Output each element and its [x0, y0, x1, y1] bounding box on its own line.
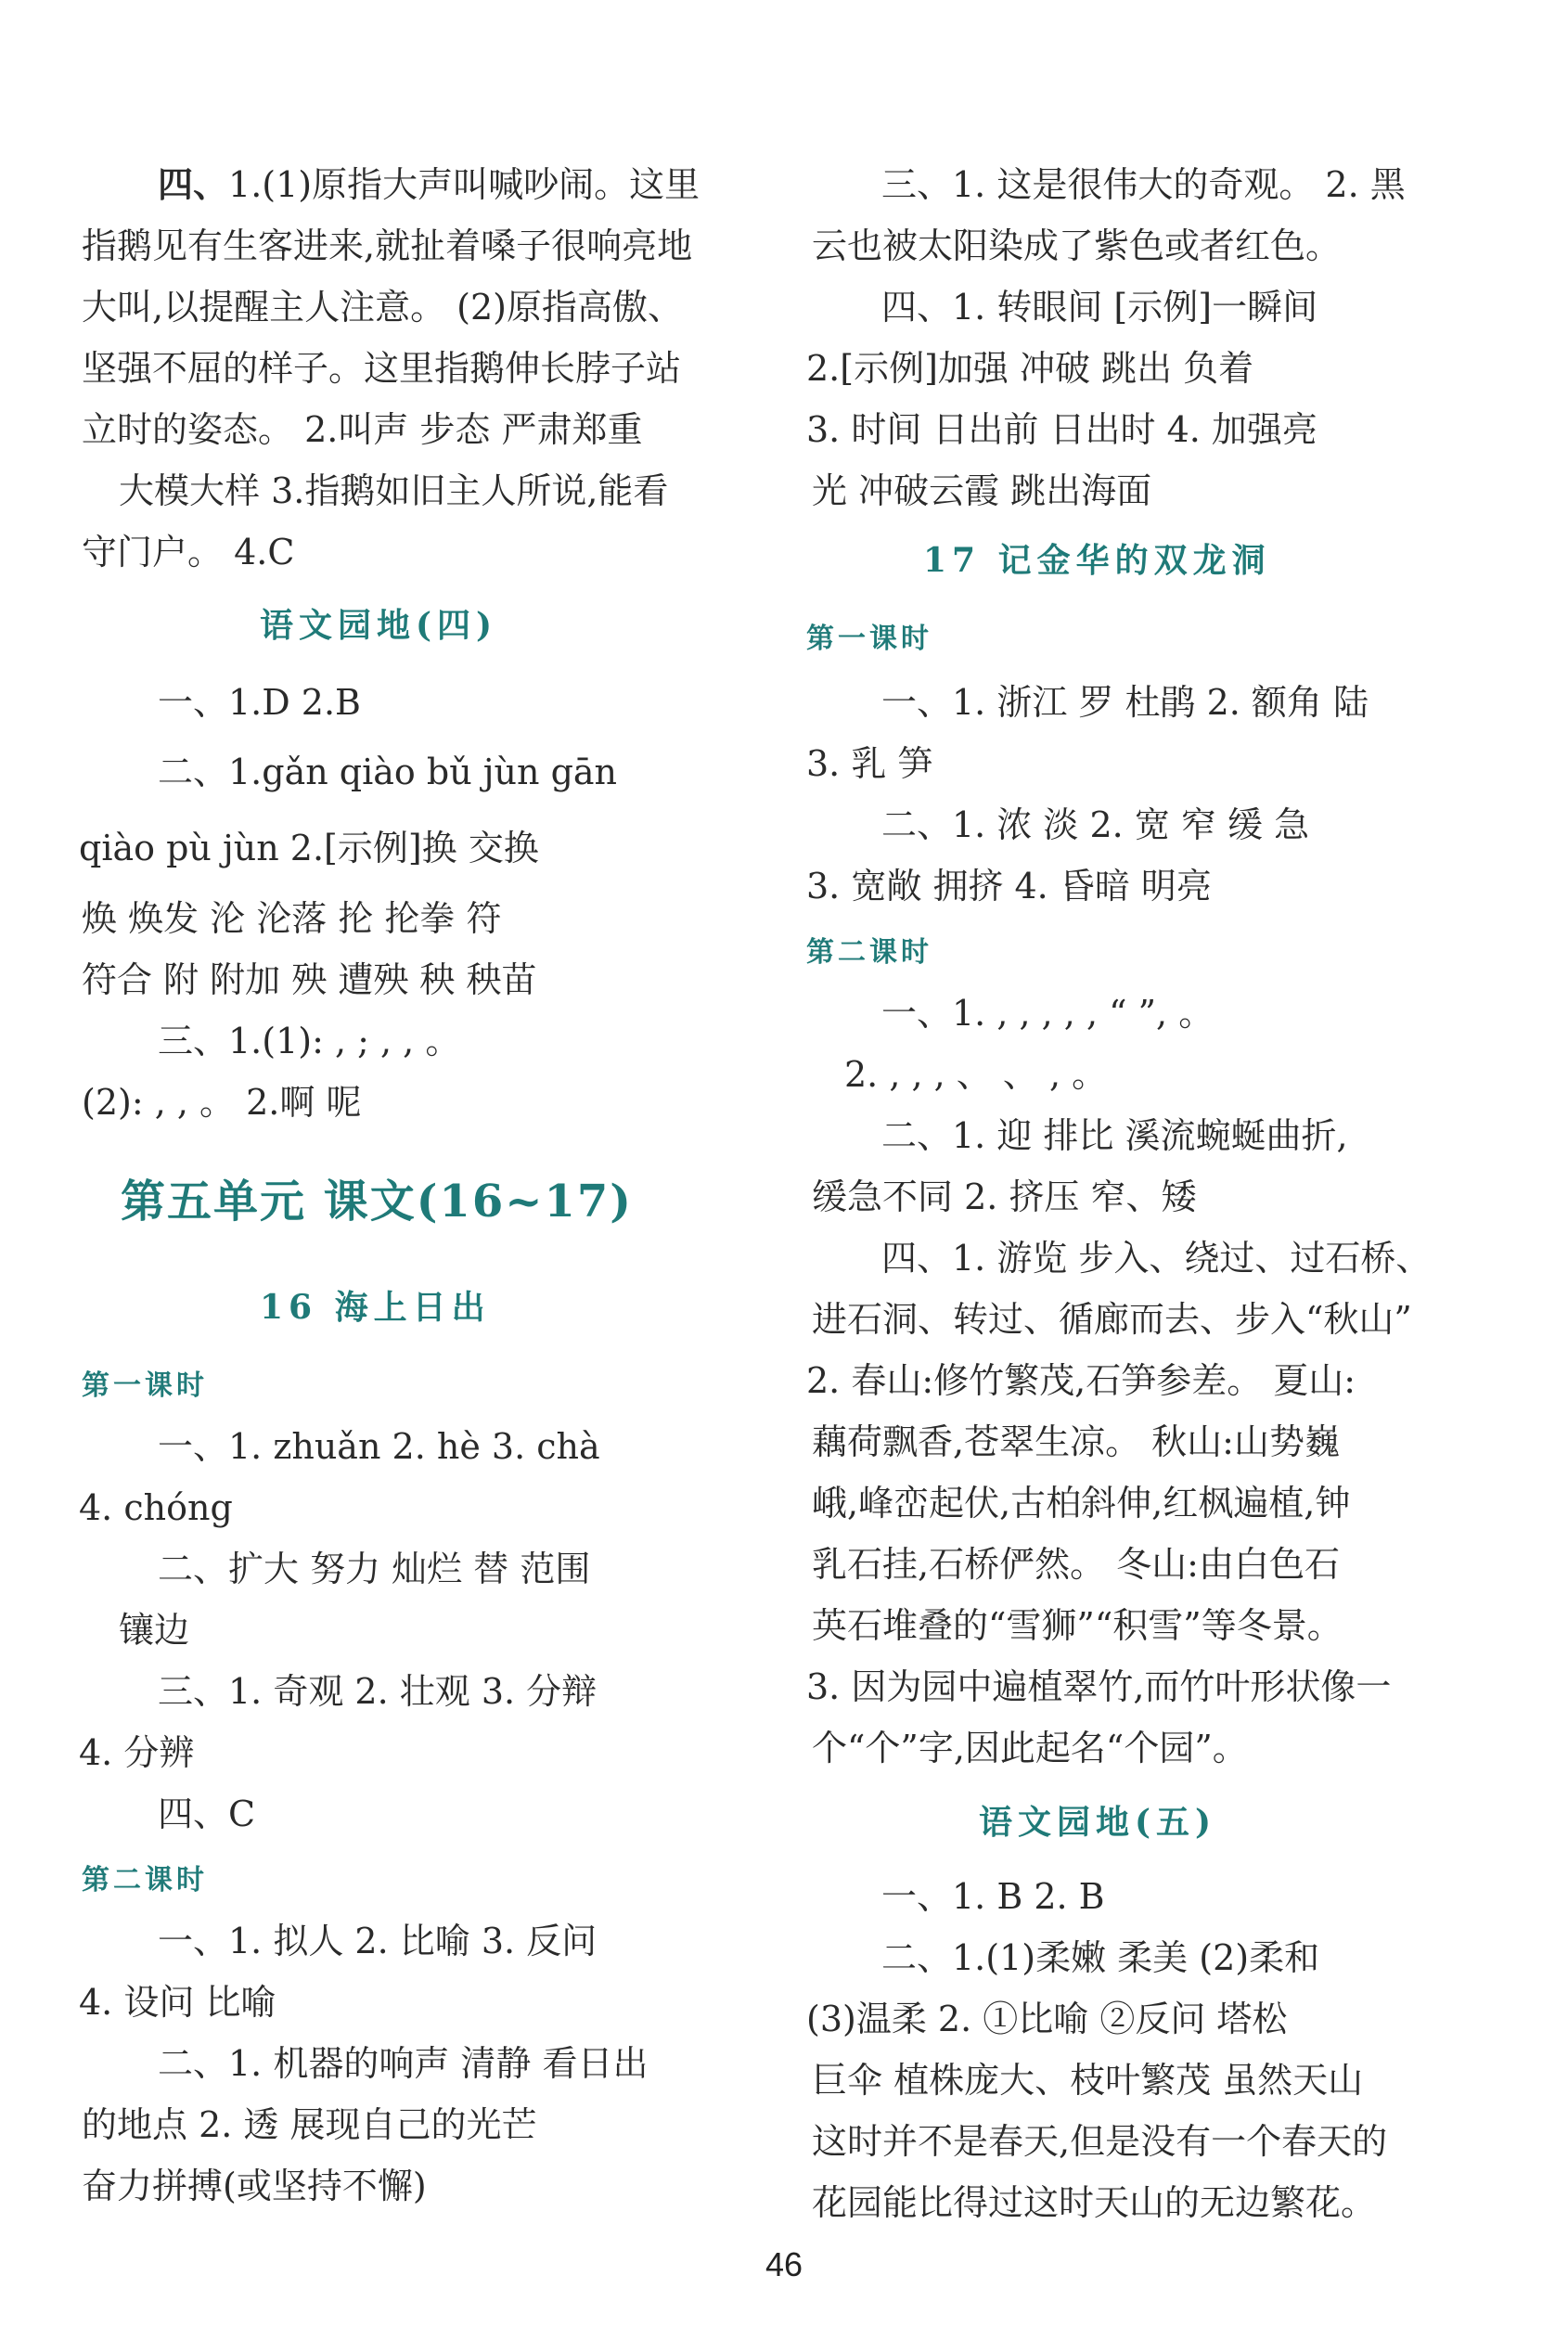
answer-line: 二、1. 浓 淡 2. 宽 窄 缓 急 — [881, 804, 1310, 845]
answer-line: 巨伞 植株庞大、枝叶繁茂 虽然天山 — [812, 2060, 1364, 2101]
answer-line: 指鹅见有生客进来,就扯着嗓子很响亮地 — [82, 225, 693, 266]
answer-text: 1.(1)原指大声叫喊吵闹。这里 — [228, 164, 700, 205]
answer-line: 二、1.(1)柔嫩 柔美 (2)柔和 — [881, 1937, 1320, 1978]
answer-line: 大模大样 3.指鹅如旧主人所说,能看 — [119, 470, 669, 511]
answer-line: 乳石挂,石桥俨然。 冬山:由白色石 — [812, 1544, 1340, 1585]
answer-line: 立时的姿态。 2.叫声 步态 严肃郑重 — [82, 409, 643, 450]
answer-line: 4. chóng — [79, 1487, 233, 1528]
answer-line: 符合 附 附加 殃 遭殃 秧 秧苗 — [82, 959, 537, 1000]
answer-line: 2. , , , 、 、 , 。 — [844, 1054, 1108, 1095]
answer-line: 坚强不屈的样子。这里指鹅伸长脖子站 — [82, 348, 682, 389]
answer-line: 光 冲破云霞 跳出海面 — [812, 470, 1152, 511]
answer-line: 这时并不是春天,但是没有一个春天的 — [812, 2121, 1388, 2162]
answer-line: 一、1. , , , , , “ ”, 。 — [881, 993, 1215, 1034]
answer-line: 二、扩大 努力 灿烂 替 范围 — [158, 1549, 591, 1589]
lesson-title-16: 16 海上日出 — [260, 1288, 491, 1327]
period-heading-1: 第一课时 — [82, 1369, 208, 1402]
answer-line: 花园能比得过这时天山的无边繁花。 — [812, 2182, 1377, 2223]
answer-line: 焕 焕发 沦 沦落 抡 抡拳 符 — [82, 898, 502, 939]
answer-line: 二、1. 迎 排比 溪流蜿蜒曲折, — [881, 1115, 1348, 1156]
answer-line: 云也被太阳染成了紫色或者红色。 — [812, 225, 1342, 266]
answer-line: 的地点 2. 透 展现自己的光芒 — [82, 2104, 537, 2145]
answer-line: 3. 宽敞 拥挤 4. 昏暗 明亮 — [806, 866, 1212, 906]
answer-line: 藕荷飘香,苍翠生凉。 秋山:山势巍 — [812, 1421, 1340, 1462]
answer-line: 个“个”字,因此起名“个园”。 — [812, 1728, 1248, 1768]
answer-line: 3. 时间 日出前 日出时 4. 加强亮 — [806, 409, 1317, 450]
answer-line — [158, 162, 700, 207]
answer-line: 2. 春山:修竹繁茂,石笋参差。 夏山: — [806, 1360, 1356, 1401]
answer-line: 四、C — [158, 1793, 256, 1834]
answer-line: 4. 分辨 — [79, 1732, 195, 1773]
unit-title: 第五单元 课文(16~17) — [121, 1176, 633, 1228]
answer-line: 英石堆叠的“雪狮”“积雪”等冬景。 — [812, 1605, 1343, 1646]
answer-line: 4. 设问 比喻 — [79, 1982, 276, 2023]
answer-line: 二、1.gǎn qiào bǔ jùn gān — [158, 752, 618, 792]
answer-line: 三、1.(1): , ; , , 。 — [158, 1021, 461, 1061]
question-label: 四、 — [158, 163, 229, 205]
period-heading-2: 第二课时 — [82, 1864, 208, 1896]
answer-line: 三、1. 奇观 2. 壮观 3. 分辩 — [158, 1671, 598, 1712]
section-title-garden-5: 语文园地(五) — [979, 1803, 1217, 1842]
answer-line: 四、1. 转眼间 [示例]一瞬间 — [881, 287, 1318, 328]
answer-line: 四、1. 游览 步入、绕过、过石桥、 — [881, 1238, 1432, 1279]
answer-line: 镶边 — [119, 1610, 190, 1651]
section-title-garden-4: 语文园地(四) — [260, 606, 498, 645]
answer-line: 进石洞、转过、循廊而去、步入“秋山” — [812, 1299, 1412, 1340]
page-number: 46 — [765, 2245, 803, 2283]
answer-line: 2.[示例]加强 冲破 跳出 负着 — [806, 348, 1254, 389]
answer-line: 3. 因为园中遍植翠竹,而竹叶形状像一 — [806, 1666, 1392, 1707]
answer-line: 一、1. zhuǎn 2. hè 3. chà — [158, 1426, 600, 1467]
answer-line: 一、1.D 2.B — [158, 682, 361, 723]
answer-line: 一、1. 拟人 2. 比喻 3. 反问 — [158, 1921, 598, 1961]
answer-line: 守门户。 4.C — [82, 532, 295, 572]
answer-line: 大叫,以提醒主人注意。 (2)原指高傲、 — [82, 287, 683, 328]
answer-line: (2): , , 。 2.啊 呢 — [82, 1082, 362, 1123]
period-heading-1: 第一课时 — [806, 623, 932, 655]
answer-line: 一、1. B 2. B — [881, 1876, 1105, 1917]
answer-line: 3. 乳 笋 — [806, 743, 933, 784]
answer-line: 三、1. 这是很伟大的奇观。 2. 黑 — [881, 164, 1406, 205]
answer-line: 奋力拼搏(或坚持不懈) — [82, 2166, 427, 2206]
answer-line: 二、1. 机器的响声 清静 看日出 — [158, 2043, 649, 2084]
answer-line: 缓急不同 2. 挤压 窄、矮 — [812, 1176, 1197, 1217]
lesson-title-17: 17 记金华的双龙洞 — [923, 541, 1271, 580]
answer-line: qiào pù jùn 2.[示例]换 交换 — [79, 828, 539, 868]
answer-line: 一、1. 浙江 罗 杜鹃 2. 额角 陆 — [881, 682, 1369, 723]
answer-line: (3)温柔 2. ①比喻 ②反问 塔松 — [806, 1999, 1288, 2039]
answer-line: 峨,峰峦起伏,古柏斜伸,红枫遍植,钟 — [812, 1483, 1351, 1523]
period-heading-2: 第二课时 — [806, 936, 932, 969]
